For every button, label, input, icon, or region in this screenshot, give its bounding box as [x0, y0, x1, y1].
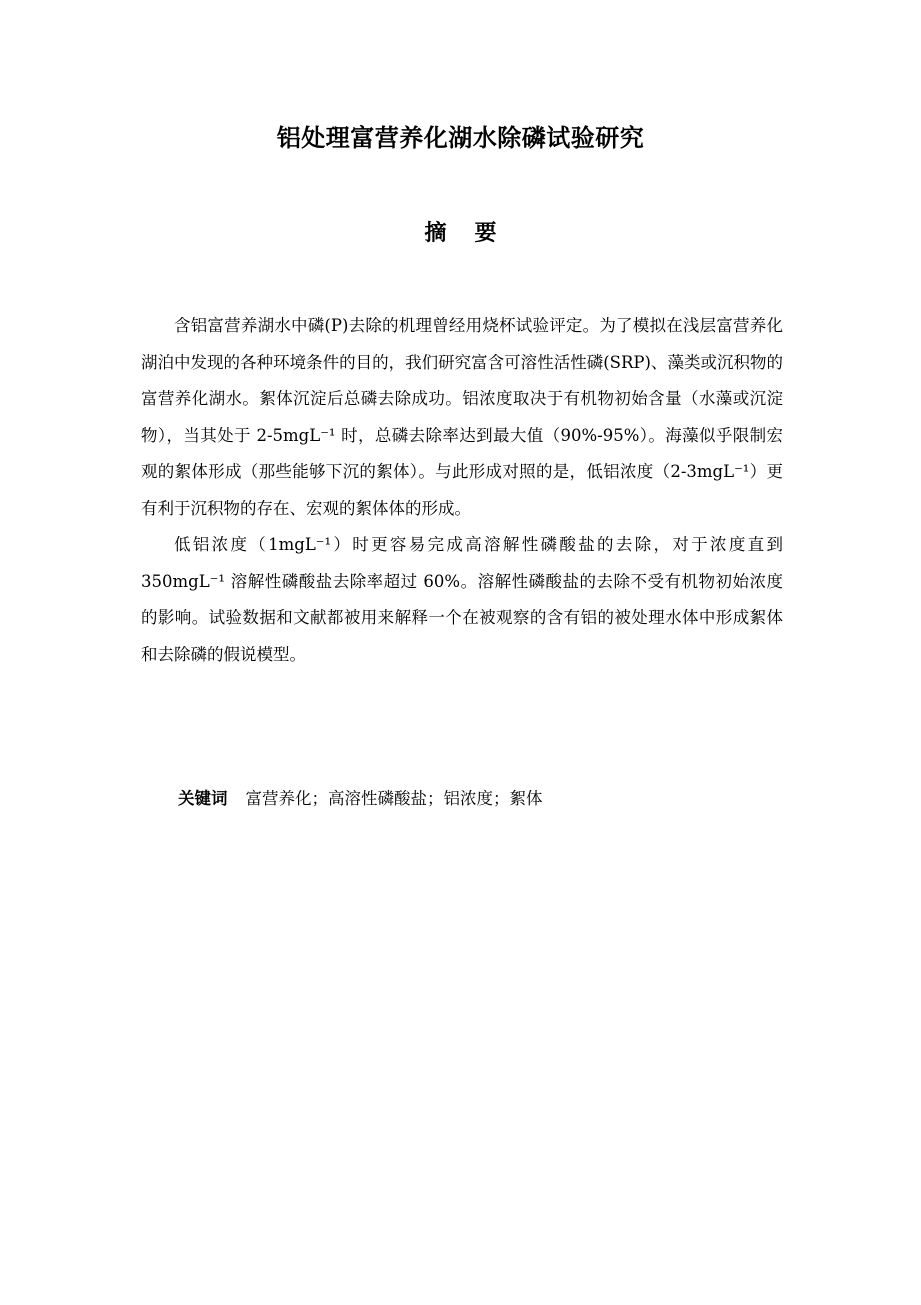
abstract-heading: 摘要	[424, 221, 525, 246]
keywords-line	[178, 783, 778, 815]
abstract-paragraph-2: 低铝浓度（1mgL⁻¹）时更容易完成高溶解性磷酸盐的去除，对于浓度直到 350mgL⁻¹ 溶解性磷酸盐去除率超过 60%。溶解性磷酸盐的去除不受有机物初始浓度的影响。试验数据和文献都被用来解释一个在被观察的含有铝的被处理水体中形成絮体和去除磷的假说模型。	[141, 535, 783, 664]
abstract-body	[141, 308, 783, 673]
keywords-label: 关键词	[178, 789, 228, 808]
keywords-text: 富营养化；高溶性磷酸盐；铝浓度；絮体	[245, 789, 543, 808]
abstract-paragraph-1: 含铝富营养湖水中磷(P)去除的机理曾经用烧杯试验评定。为了模拟在浅层富营养化湖泊中发现的各种环境条件的目的，我们研究富含可溶性活性磷(SRP)、藻类或沉积物的富营养化湖水。絮体沉淀后总磷去除成功。铝浓度取决于有机物初始含量（水藻或沉淀物），当其处于 2-5mgL⁻¹ 时，总磷去除率达到最大值（90%-95%）。海藻似乎限制宏观的絮体形成（那些能够下沉的絮体）。与此形成对照的是，低铝浓度（2-3mgL⁻¹）更有利于沉积物的存在、宏观的絮体体的形成。	[141, 316, 783, 518]
page-title: 铝处理富营养化湖水除磷试验研究	[276, 124, 645, 152]
